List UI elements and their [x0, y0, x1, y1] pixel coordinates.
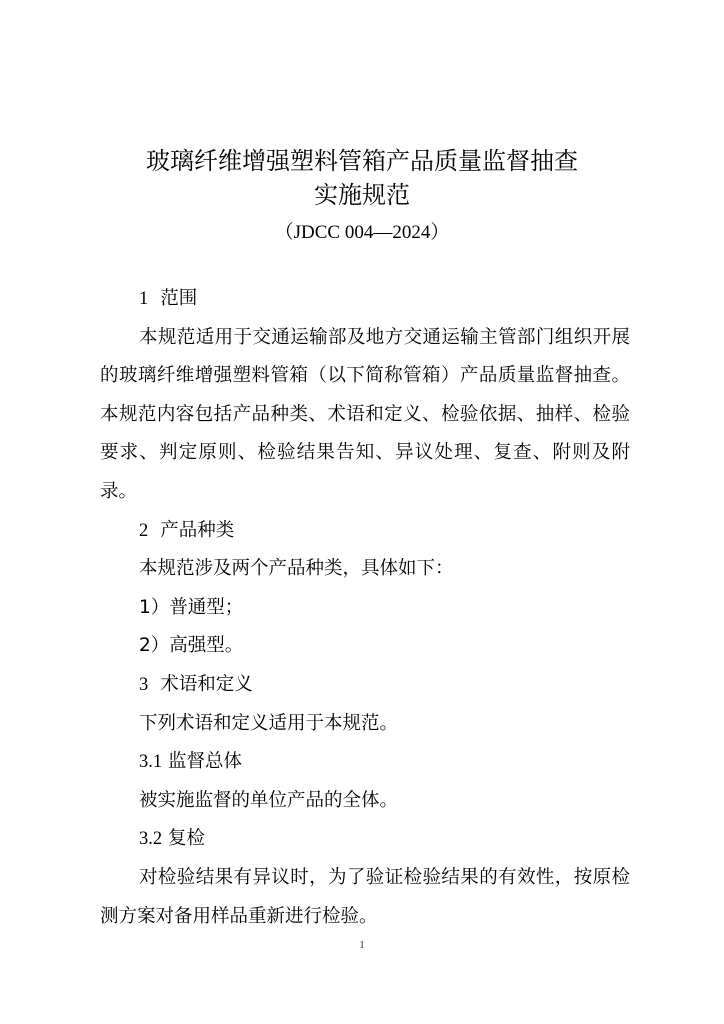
- document-title-line2: 实施规范: [314, 181, 410, 209]
- document-body: [100, 280, 630, 936]
- term-3-1-body: 被实施监督的单位产品的全体。: [139, 789, 399, 811]
- section-3-heading: [100, 666, 630, 705]
- term-3-1-heading: [100, 743, 630, 782]
- section-2-title: 产品种类: [160, 519, 235, 541]
- section-2-number: 2: [139, 520, 149, 541]
- section-2-heading: [100, 512, 630, 551]
- section-2-item-1: 1）普通型；: [139, 596, 244, 618]
- term-3-1-title: 监督总体: [168, 751, 243, 773]
- term-3-2-number: 3.2: [139, 829, 163, 850]
- document-title-line1: 玻璃纤维增强塑料管箱产品质量监督抽查: [146, 147, 578, 175]
- section-3-title: 术语和定义: [160, 673, 253, 695]
- term-3-2-title: 复检: [168, 828, 206, 850]
- section-2-intro: 本规范涉及两个产品种类，具体如下：: [139, 558, 454, 580]
- section-1-body: 本规范适用于交通运输部及地方交通运输主管部门组织开展的玻璃纤维增强塑料管箱（以下简称管箱）产品质量监督抽查。本规范内容包括产品种类、术语和定义、检验依据、抽样、检验要求、判定原则、检验结果告知、异议处理、复查、附则及附录。: [100, 326, 630, 502]
- term-3-1-number: 3.1: [139, 752, 163, 773]
- term-3-2-body: 对检验结果有异议时，为了验证检验结果的有效性，按原检测方案对备用样品重新进行检验。: [100, 866, 630, 927]
- section-1-number: 1: [139, 289, 149, 309]
- section-3-number: 3: [139, 674, 149, 695]
- section-3-intro: 下列术语和定义适用于本规范。: [139, 712, 399, 734]
- term-3-2-heading: [100, 820, 630, 859]
- page-number: 1: [359, 939, 365, 951]
- section-2-item-2: 2）高强型。: [139, 635, 244, 657]
- document-code: （JDCC 004—2024）: [274, 222, 450, 243]
- section-1-title: 范围: [160, 288, 198, 309]
- section-1-heading: [100, 280, 630, 319]
